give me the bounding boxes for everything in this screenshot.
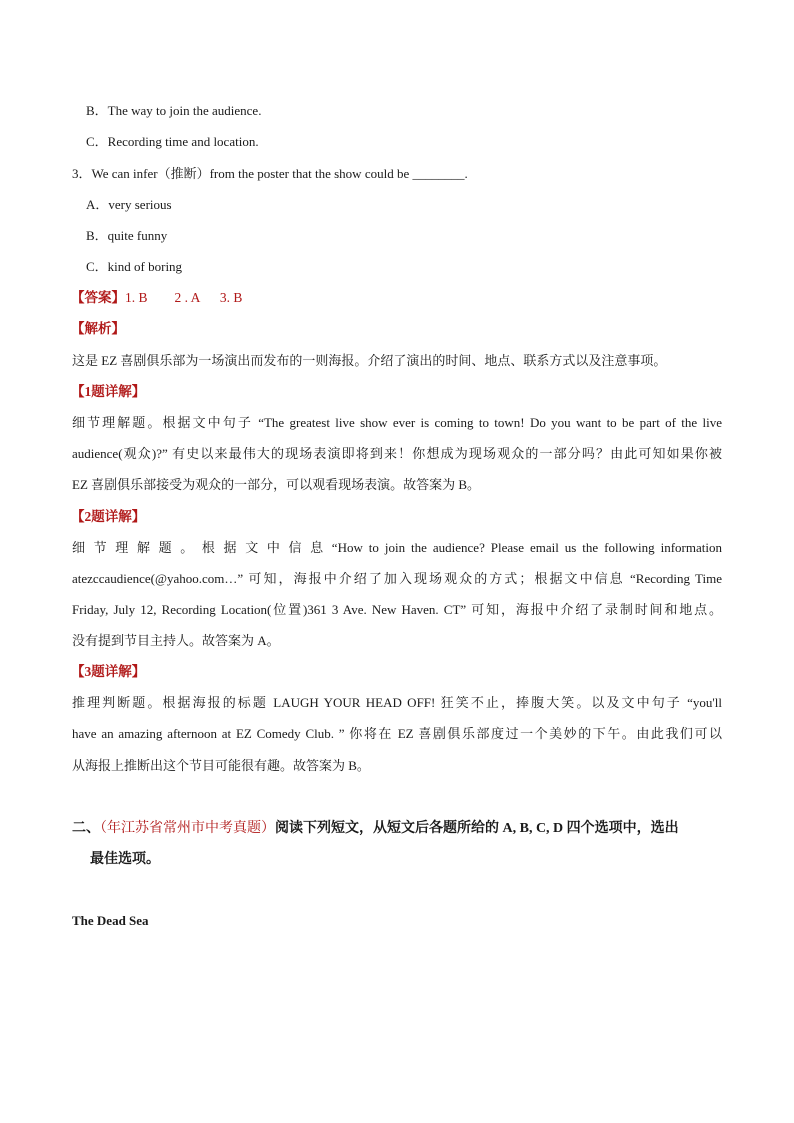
section-2-heading (72, 820, 724, 838)
detail-2-line-3: Friday, July 12, Recording Location(位置)361 3 Ave. New Haven. CT” 可知，海报中介绍了录制时间和地点。 (72, 602, 722, 617)
detail-1-line-2: audience(观众)?” 有史以来最伟大的现场表演即将到来！你想成为现场观众的一部分吗？由此可知如果你被 (72, 446, 722, 461)
q3-option-a: A．very serious (86, 197, 172, 212)
q3-stem: 3．We can infer（推断）from the poster that the show could be ________. (72, 166, 468, 181)
detail-2-label: 【2题详解】 (71, 509, 146, 524)
detail-2-line-2: atezccaudience(@yahoo.com…” 可知，海报中介绍了加入现场观众的方式；根据文中信息 “Recording Time (72, 571, 722, 586)
detail-2-line-4: 没有提到节目主持人。故答案为 A。 (72, 633, 280, 648)
section-2-source: （年江苏省常州市中考真题） (100, 821, 275, 836)
detail-3-line-3: 从海报上推断出这个节目可能很有趣。故答案为 B。 (72, 758, 370, 773)
detail-3-label: 【3题详解】 (71, 664, 146, 679)
analysis-text: 这是 EZ 喜剧俱乐部为一场演出而发布的一则海报。介绍了演出的时间、地点、联系方式以及注意事项。 (72, 353, 667, 368)
detail-3-line-1: 推理判断题。根据海报的标题 LAUGH YOUR HEAD OFF! 狂笑不止，捧腹大笑。以及文中句子 “you'll (72, 695, 722, 710)
detail-3-line-2: have an amazing afternoon at EZ Comedy Club. ” 你将在 EZ 喜剧俱乐部度过一个美妙的下午。由此我们可以 (72, 726, 722, 741)
q3-option-b: B．quite funny (86, 228, 168, 243)
detail-2-line-1: 细 节 理 解 题 。 根 据 文 中 信 息 “How to join the audience? Please email us the following information (72, 540, 722, 555)
section-2-instructions: 阅读下列短文，从短文后各题所给的 A, B, C, D 四个选项中，选出 (275, 821, 679, 836)
q3-option-c: C．kind of boring (86, 259, 183, 274)
detail-1-line-3: EZ 喜剧俱乐部接受为观众的一部分，可以观看现场表演。故答案为 B。 (72, 477, 481, 492)
q2-option-b: B．The way to join the audience. (86, 103, 262, 118)
section-2-instructions-cont: 最佳选项。 (90, 852, 160, 867)
detail-1-line-1: 细节理解题。根据文中句子 “The greatest live show ever is coming to town! Do you want to be part of the live (72, 415, 722, 430)
analysis-label: 【解析】 (71, 321, 125, 336)
answer-line (71, 290, 242, 306)
answer-label: 【答案】 (71, 290, 125, 305)
answer-values: 1. B 2 . A 3. B (125, 290, 243, 305)
detail-1-label: 【1题详解】 (71, 384, 146, 399)
q2-option-c: C．Recording time and location. (86, 134, 259, 149)
section-2-number: 二、 (72, 821, 100, 836)
passage-title: The Dead Sea (72, 913, 149, 928)
